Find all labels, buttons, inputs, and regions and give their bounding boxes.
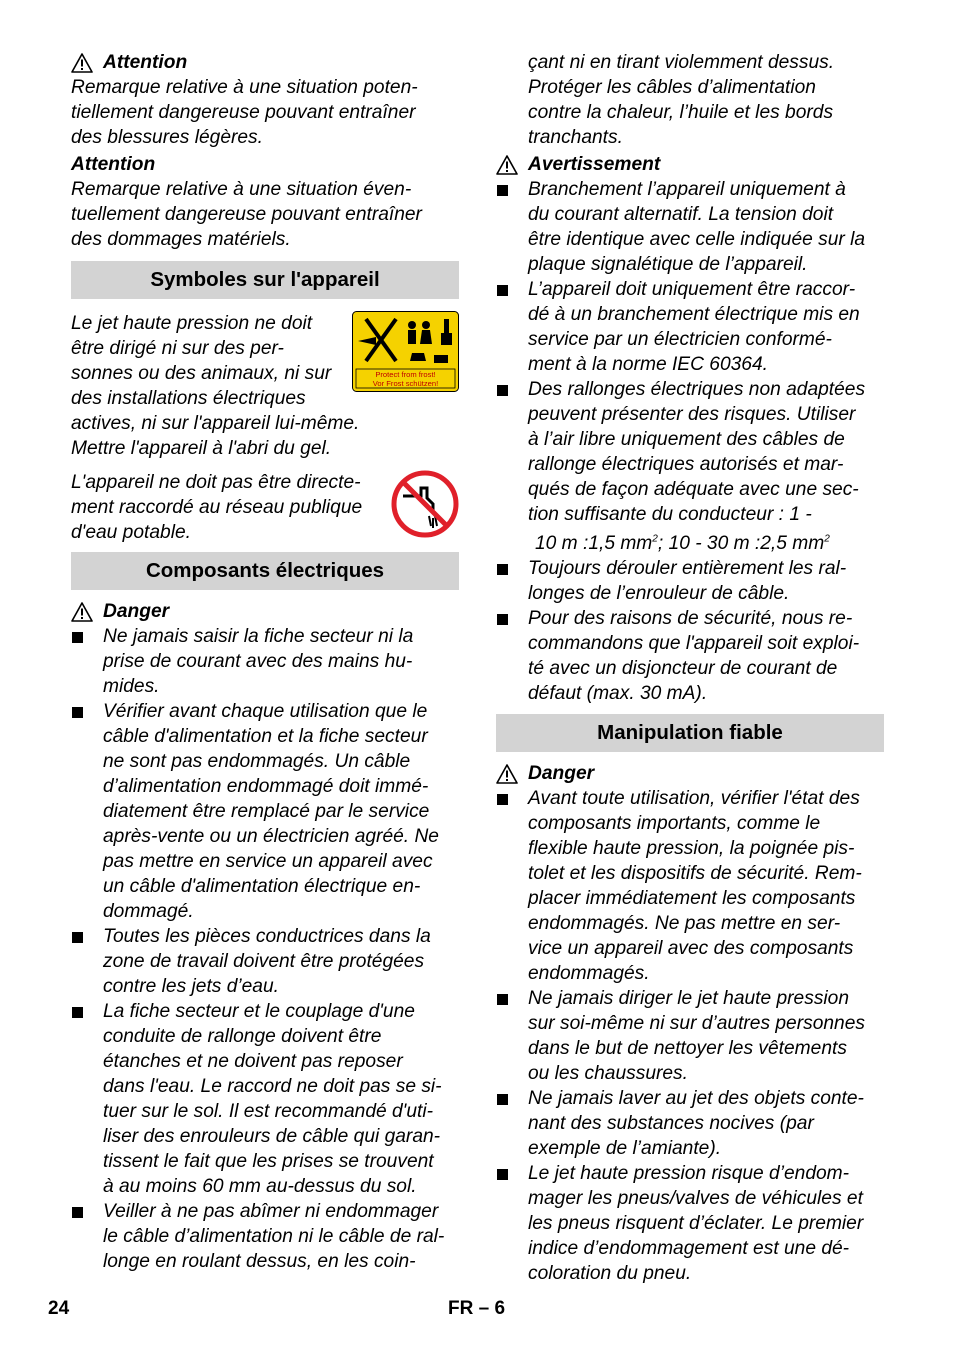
right-column [496,50,884,1286]
list-item: Toujours dérouler entièrement les ral- longes de l’enrouleur de câble. [496,556,884,606]
continued-bullet-text: çant ni en tirant violemment dessus. Protéger les câbles d’alimentation contre la chaleur, l’huile et les bords tranchants. [528,52,835,148]
warning-triangle-icon [71,602,93,622]
cable-spec: 10 m :1,5 $mm^2$; 10 - 30 m :2,5 $mm^2$ [535,533,830,555]
attention-text: Remarque relative à une situation poten- tiellement dangereuse pouvant entraîner des blessures légères. [71,77,418,148]
list-item: L’appareil doit uniquement être raccor- dé à un branchement électrique mis en service par un électricien conformé- ment à la norme IEC 60364. [496,277,884,377]
list-item: Ne jamais diriger le jet haute pression sur soi-même ni sur d’autres personnes dans le but de nettoyer les vêtements ou les chaussures. [496,986,884,1086]
section-heading-symbols: Symboles sur l'appareil [71,261,459,299]
list-item: Des rallonges électriques non adaptées peuvent présenter des risques. Utiliser à l’air libre uniquement des câbles de rallonge électriques autorisés et mar- qués de façon adéquate avec une sec- tion suffisante du conducteur : 1 - 10 m :1,5 $mm^2$; 10 - 30 m :2,5 $mm^2$ [496,377,884,556]
list-item: Pour des raisons de sécurité, nous re- commandons que l'appareil soit exploi- té avec un disjoncteur de courant de défaut (max. 30 mA). [496,606,884,706]
section-heading-handling: Manipulation fiable [496,714,884,752]
list-item: Toutes les pièces conductrices dans la zone de travail doivent être protégées contre les jets d’eau. [71,924,459,999]
list-item: Veiller à ne pas abîmer ni endommager le câble d’alimentation ni le câble de ral- longe en roulant dessus, en les coin- [71,1199,459,1274]
attention-text-2: Remarque relative à une situation éven- tuellement dangereuse pouvant entraîner des dommages matériels. [71,179,422,250]
electrical-danger-list [71,624,459,1274]
list-item: La fiche secteur et le couplage d'une conduite de rallonge doivent être étanches et ne doivent pas reposer dans l'eau. Le raccord ne doit pas se si- tuer sur le sol. Il est recommandé d'uti- liser des enrouleurs de câble qui garan- tissent le fait que les prises se trouvent à au moins 60 mm au-dessus du sol. [71,999,459,1199]
danger-heading: Danger [71,599,459,624]
handling-danger-list [496,786,884,1286]
list-item: Vérifier avant chaque utilisation que le câble d'alimentation et la fiche secteur ne sont pas endommagés. Un câble d’alimentation endommagé doit immé- diatement être remplacé par le service après-vente ou un électricien agréé. Ne pas mettre en service un appareil avec un câble d'alimentation électrique en- dommagé. [71,699,459,924]
section-heading-electrical: Composants électriques [71,552,459,590]
warning-triangle-icon [71,53,93,73]
list-item: Avant toute utilisation, vérifier l'état des composants importants, comme le flexible haute pression, la poignée pis- tolet et les dispositifs de sécurité. Rem- placer immédiatement les composants endommagés. Ne pas mettre en ser- vice un appareil avec des composants endommagés. [496,786,884,986]
danger-heading: Danger [496,761,884,786]
symbols-block: Le jet haute pression ne doit être dirigé ni sur des per- sonnes ou des animaux, ni sur des installations électriques actives, ni sur l'appareil lui-même. Mettre l'appareil à l'abri du gel. Protect from frost! Vor Frost schützen! [71,311,459,461]
list-item: Ne jamais laver au jet des objets conte- nant des substances nocives (par exemple de l’amiante). [496,1086,884,1161]
list-item: Ne jamais saisir la fiche secteur ni la prise de courant avec des mains hu- mides. [71,624,459,699]
no-water-connection-icon [391,470,459,538]
left-column [71,50,459,1274]
attention-heading-2: Attention [71,154,156,175]
section-reference: FR – 6 [448,1298,506,1319]
frost-label-line2: Vor Frost schützen! [372,379,439,388]
warning-list [496,177,884,706]
list-item: Le jet haute pression risque d’endom- mager les pneus/valves de véhicules et les pneus risquent d’éclater. Le premier indice d’endommagement est une dé- coloration du pneu. [496,1161,884,1286]
warning-triangle-icon [496,155,518,175]
device-warning-label-icon [352,311,459,392]
frost-label-line1: Protect from frost! [375,370,436,379]
attention-heading: Attention [71,50,459,75]
warning-triangle-icon [496,764,518,784]
page-number: 24 [48,1298,70,1319]
warning-heading: Avertissement [496,152,884,177]
potable-water-block: L'appareil ne doit pas être directe- ment raccordé au réseau publique d'eau potable. [71,470,459,545]
list-item: Branchement l’appareil uniquement à du courant alternatif. La tension doit être identique avec celle indiquée sur la plaque signalétique de l’appareil. [496,177,884,277]
